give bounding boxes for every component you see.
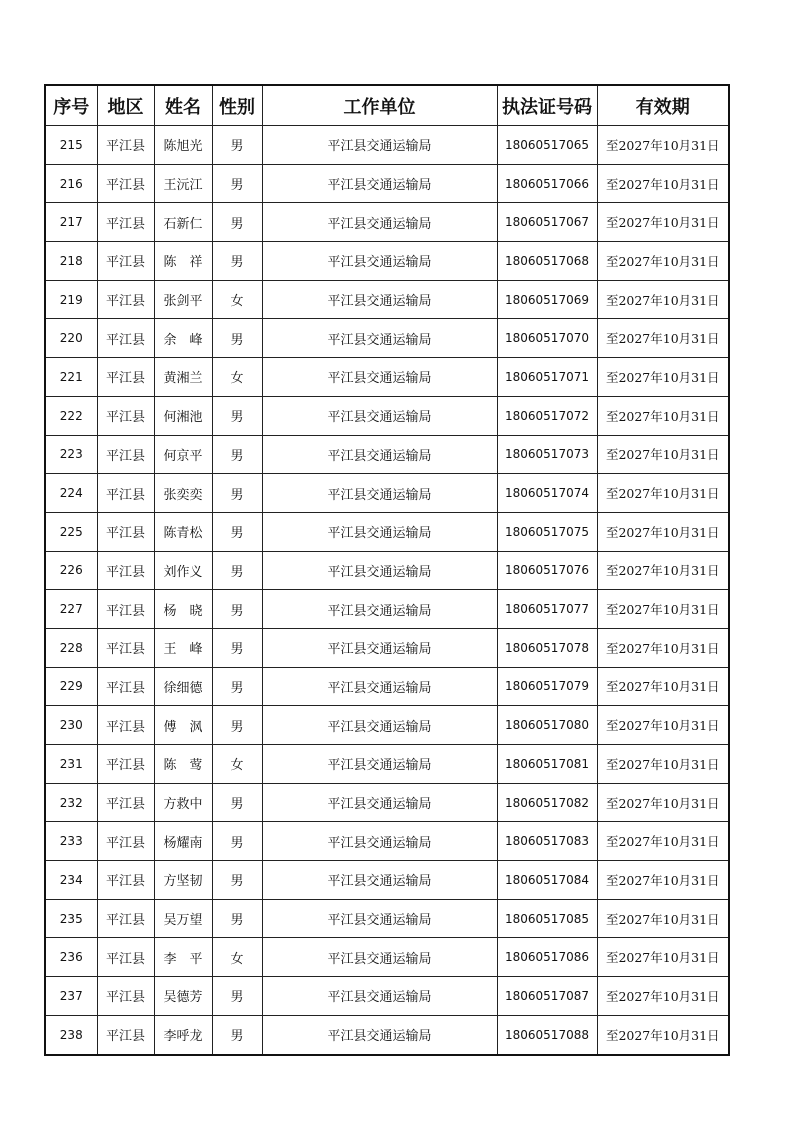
table-header-row <box>45 85 729 126</box>
certificate-number-cell: 18060517066 <box>497 164 597 203</box>
name-cell: 何湘池 <box>154 396 212 435</box>
work-unit-cell: 平江县交通运输局 <box>262 164 497 203</box>
table-row <box>45 319 729 358</box>
name-cell: 石新仁 <box>154 203 212 242</box>
validity-cell: 至2027年10月31日 <box>597 977 729 1016</box>
table-row <box>45 164 729 203</box>
header-region: 地区 <box>97 85 154 126</box>
table-row <box>45 358 729 397</box>
validity-cell: 至2027年10月31日 <box>597 938 729 977</box>
table-row <box>45 667 729 706</box>
gender-cell: 男 <box>212 628 262 667</box>
gender-cell: 男 <box>212 242 262 281</box>
certificate-number-cell: 18060517074 <box>497 474 597 513</box>
work-unit-cell: 平江县交通运输局 <box>262 899 497 938</box>
serial-number-cell: 233 <box>45 822 97 861</box>
validity-cell: 至2027年10月31日 <box>597 319 729 358</box>
validity-cell: 至2027年10月31日 <box>597 474 729 513</box>
certificate-number-cell: 18060517080 <box>497 706 597 745</box>
region-cell: 平江县 <box>97 512 154 551</box>
gender-cell: 男 <box>212 977 262 1016</box>
region-cell: 平江县 <box>97 628 154 667</box>
name-cell: 何京平 <box>154 435 212 474</box>
name-cell: 吴德芳 <box>154 977 212 1016</box>
region-cell: 平江县 <box>97 745 154 784</box>
region-cell: 平江县 <box>97 1015 154 1054</box>
validity-cell: 至2027年10月31日 <box>597 242 729 281</box>
header-serial-number: 序号 <box>45 85 97 126</box>
validity-cell: 至2027年10月31日 <box>597 861 729 900</box>
name-cell: 黄湘兰 <box>154 358 212 397</box>
table-row <box>45 706 729 745</box>
gender-cell: 男 <box>212 822 262 861</box>
table-row <box>45 745 729 784</box>
region-cell: 平江县 <box>97 126 154 165</box>
name-cell: 张奕奕 <box>154 474 212 513</box>
work-unit-cell: 平江县交通运输局 <box>262 551 497 590</box>
certificate-number-cell: 18060517076 <box>497 551 597 590</box>
gender-cell: 女 <box>212 938 262 977</box>
validity-cell: 至2027年10月31日 <box>597 667 729 706</box>
validity-cell: 至2027年10月31日 <box>597 126 729 165</box>
serial-number-cell: 235 <box>45 899 97 938</box>
certificate-number-cell: 18060517070 <box>497 319 597 358</box>
name-cell: 李 平 <box>154 938 212 977</box>
work-unit-cell: 平江县交通运输局 <box>262 242 497 281</box>
gender-cell: 男 <box>212 590 262 629</box>
table-row <box>45 977 729 1016</box>
gender-cell: 男 <box>212 861 262 900</box>
serial-number-cell: 237 <box>45 977 97 1016</box>
table-row <box>45 474 729 513</box>
region-cell: 平江县 <box>97 861 154 900</box>
table-row <box>45 861 729 900</box>
name-cell: 方坚韧 <box>154 861 212 900</box>
gender-cell: 女 <box>212 358 262 397</box>
certificate-number-cell: 18060517068 <box>497 242 597 281</box>
serial-number-cell: 236 <box>45 938 97 977</box>
gender-cell: 男 <box>212 706 262 745</box>
table-row <box>45 783 729 822</box>
validity-cell: 至2027年10月31日 <box>597 435 729 474</box>
validity-cell: 至2027年10月31日 <box>597 551 729 590</box>
work-unit-cell: 平江县交通运输局 <box>262 126 497 165</box>
name-cell: 吴万望 <box>154 899 212 938</box>
serial-number-cell: 225 <box>45 512 97 551</box>
header-gender: 性别 <box>212 85 262 126</box>
serial-number-cell: 231 <box>45 745 97 784</box>
validity-cell: 至2027年10月31日 <box>597 203 729 242</box>
region-cell: 平江县 <box>97 164 154 203</box>
certificate-number-cell: 18060517083 <box>497 822 597 861</box>
serial-number-cell: 224 <box>45 474 97 513</box>
name-cell: 刘作义 <box>154 551 212 590</box>
table-row <box>45 590 729 629</box>
validity-cell: 至2027年10月31日 <box>597 1015 729 1054</box>
certificate-number-cell: 18060517065 <box>497 126 597 165</box>
serial-number-cell: 217 <box>45 203 97 242</box>
work-unit-cell: 平江县交通运输局 <box>262 667 497 706</box>
certificate-number-cell: 18060517078 <box>497 628 597 667</box>
certificate-number-cell: 18060517071 <box>497 358 597 397</box>
work-unit-cell: 平江县交通运输局 <box>262 822 497 861</box>
gender-cell: 男 <box>212 667 262 706</box>
serial-number-cell: 227 <box>45 590 97 629</box>
work-unit-cell: 平江县交通运输局 <box>262 512 497 551</box>
table-row <box>45 435 729 474</box>
name-cell: 张剑平 <box>154 280 212 319</box>
header-validity-period: 有效期 <box>597 85 729 126</box>
table-row <box>45 126 729 165</box>
name-cell: 徐细德 <box>154 667 212 706</box>
table-row <box>45 551 729 590</box>
gender-cell: 男 <box>212 164 262 203</box>
work-unit-cell: 平江县交通运输局 <box>262 861 497 900</box>
serial-number-cell: 228 <box>45 628 97 667</box>
validity-cell: 至2027年10月31日 <box>597 899 729 938</box>
table-row <box>45 628 729 667</box>
certificate-number-cell: 18060517079 <box>497 667 597 706</box>
region-cell: 平江县 <box>97 474 154 513</box>
work-unit-cell: 平江县交通运输局 <box>262 706 497 745</box>
gender-cell: 女 <box>212 280 262 319</box>
table-row <box>45 396 729 435</box>
serial-number-cell: 230 <box>45 706 97 745</box>
work-unit-cell: 平江县交通运输局 <box>262 745 497 784</box>
name-cell: 杨耀南 <box>154 822 212 861</box>
validity-cell: 至2027年10月31日 <box>597 745 729 784</box>
gender-cell: 男 <box>212 512 262 551</box>
table-row <box>45 242 729 281</box>
validity-cell: 至2027年10月31日 <box>597 164 729 203</box>
name-cell: 王沅江 <box>154 164 212 203</box>
validity-cell: 至2027年10月31日 <box>597 822 729 861</box>
name-cell: 傅 沨 <box>154 706 212 745</box>
gender-cell: 男 <box>212 435 262 474</box>
region-cell: 平江县 <box>97 280 154 319</box>
serial-number-cell: 234 <box>45 861 97 900</box>
region-cell: 平江县 <box>97 396 154 435</box>
region-cell: 平江县 <box>97 822 154 861</box>
certificate-number-cell: 18060517072 <box>497 396 597 435</box>
table-body <box>45 126 729 1055</box>
name-cell: 陈 莺 <box>154 745 212 784</box>
gender-cell: 男 <box>212 126 262 165</box>
serial-number-cell: 229 <box>45 667 97 706</box>
gender-cell: 男 <box>212 1015 262 1054</box>
certificate-number-cell: 18060517086 <box>497 938 597 977</box>
region-cell: 平江县 <box>97 899 154 938</box>
work-unit-cell: 平江县交通运输局 <box>262 783 497 822</box>
validity-cell: 至2027年10月31日 <box>597 396 729 435</box>
name-cell: 方救中 <box>154 783 212 822</box>
serial-number-cell: 222 <box>45 396 97 435</box>
region-cell: 平江县 <box>97 938 154 977</box>
certificate-number-cell: 18060517069 <box>497 280 597 319</box>
table-row <box>45 822 729 861</box>
certificate-number-cell: 18060517081 <box>497 745 597 784</box>
name-cell: 杨 晓 <box>154 590 212 629</box>
name-cell: 陈青松 <box>154 512 212 551</box>
certificate-number-cell: 18060517073 <box>497 435 597 474</box>
region-cell: 平江县 <box>97 242 154 281</box>
name-cell: 王 峰 <box>154 628 212 667</box>
serial-number-cell: 226 <box>45 551 97 590</box>
header-certificate-number: 执法证号码 <box>497 85 597 126</box>
region-cell: 平江县 <box>97 358 154 397</box>
region-cell: 平江县 <box>97 783 154 822</box>
serial-number-cell: 221 <box>45 358 97 397</box>
gender-cell: 男 <box>212 319 262 358</box>
table-row <box>45 280 729 319</box>
officer-table <box>44 84 730 1056</box>
work-unit-cell: 平江县交通运输局 <box>262 1015 497 1054</box>
work-unit-cell: 平江县交通运输局 <box>262 203 497 242</box>
certificate-number-cell: 18060517084 <box>497 861 597 900</box>
validity-cell: 至2027年10月31日 <box>597 783 729 822</box>
name-cell: 陈 祥 <box>154 242 212 281</box>
serial-number-cell: 232 <box>45 783 97 822</box>
name-cell: 李呼龙 <box>154 1015 212 1054</box>
gender-cell: 男 <box>212 474 262 513</box>
gender-cell: 男 <box>212 899 262 938</box>
work-unit-cell: 平江县交通运输局 <box>262 358 497 397</box>
header-name: 姓名 <box>154 85 212 126</box>
name-cell: 陈旭光 <box>154 126 212 165</box>
work-unit-cell: 平江县交通运输局 <box>262 590 497 629</box>
validity-cell: 至2027年10月31日 <box>597 358 729 397</box>
gender-cell: 男 <box>212 396 262 435</box>
serial-number-cell: 238 <box>45 1015 97 1054</box>
certificate-number-cell: 18060517075 <box>497 512 597 551</box>
serial-number-cell: 215 <box>45 126 97 165</box>
serial-number-cell: 216 <box>45 164 97 203</box>
gender-cell: 男 <box>212 551 262 590</box>
region-cell: 平江县 <box>97 435 154 474</box>
table-row <box>45 938 729 977</box>
region-cell: 平江县 <box>97 203 154 242</box>
validity-cell: 至2027年10月31日 <box>597 706 729 745</box>
validity-cell: 至2027年10月31日 <box>597 628 729 667</box>
work-unit-cell: 平江县交通运输局 <box>262 938 497 977</box>
validity-cell: 至2027年10月31日 <box>597 590 729 629</box>
enforcement-officer-table-sheet <box>44 84 728 1056</box>
work-unit-cell: 平江县交通运输局 <box>262 396 497 435</box>
region-cell: 平江县 <box>97 551 154 590</box>
region-cell: 平江县 <box>97 590 154 629</box>
validity-cell: 至2027年10月31日 <box>597 512 729 551</box>
table-row <box>45 1015 729 1054</box>
table-row <box>45 899 729 938</box>
region-cell: 平江县 <box>97 977 154 1016</box>
work-unit-cell: 平江县交通运输局 <box>262 280 497 319</box>
gender-cell: 男 <box>212 783 262 822</box>
region-cell: 平江县 <box>97 706 154 745</box>
gender-cell: 女 <box>212 745 262 784</box>
certificate-number-cell: 18060517088 <box>497 1015 597 1054</box>
serial-number-cell: 220 <box>45 319 97 358</box>
serial-number-cell: 218 <box>45 242 97 281</box>
work-unit-cell: 平江县交通运输局 <box>262 628 497 667</box>
validity-cell: 至2027年10月31日 <box>597 280 729 319</box>
work-unit-cell: 平江县交通运输局 <box>262 474 497 513</box>
work-unit-cell: 平江县交通运输局 <box>262 977 497 1016</box>
certificate-number-cell: 18060517082 <box>497 783 597 822</box>
table-row <box>45 203 729 242</box>
work-unit-cell: 平江县交通运输局 <box>262 435 497 474</box>
name-cell: 余 峰 <box>154 319 212 358</box>
certificate-number-cell: 18060517067 <box>497 203 597 242</box>
region-cell: 平江县 <box>97 667 154 706</box>
serial-number-cell: 219 <box>45 280 97 319</box>
certificate-number-cell: 18060517085 <box>497 899 597 938</box>
table-row <box>45 512 729 551</box>
serial-number-cell: 223 <box>45 435 97 474</box>
work-unit-cell: 平江县交通运输局 <box>262 319 497 358</box>
certificate-number-cell: 18060517087 <box>497 977 597 1016</box>
header-work-unit: 工作单位 <box>262 85 497 126</box>
gender-cell: 男 <box>212 203 262 242</box>
region-cell: 平江县 <box>97 319 154 358</box>
certificate-number-cell: 18060517077 <box>497 590 597 629</box>
